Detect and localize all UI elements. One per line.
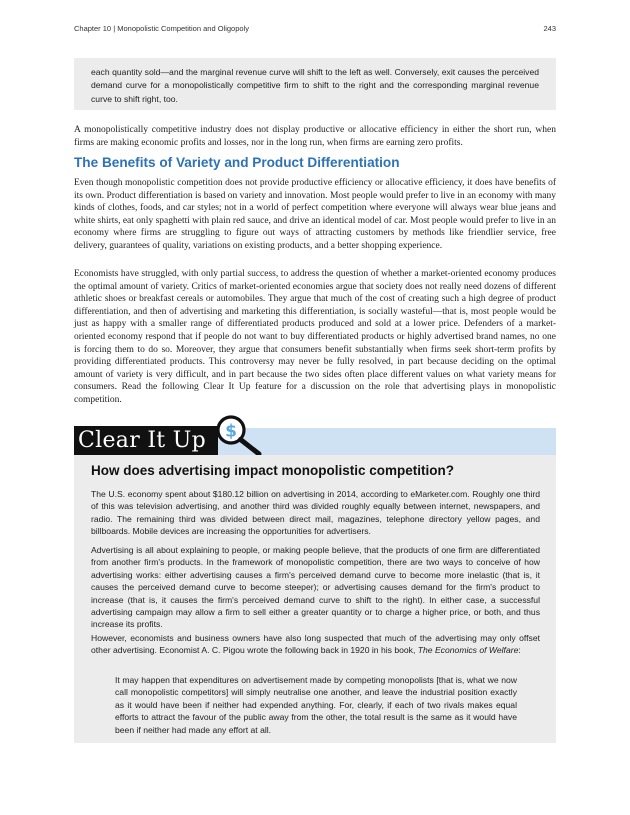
body-paragraph-optimal-variety: Economists have struggled, with only partial success, to address the question of whether a market-oriented economy produces the optimal amount of variety. Critics of market-oriented economies argue that society does not really need dozens of different athletic shoes or breakfast cereals or automobiles. They argue that much of the cost of creating such a high degree of product differentiation, and then of advertising and marketing this differentiation, is socially wasteful—that is, most people would be just as happy with a smaller range of differentiated products produced and sold at a lower price. Defenders of a market-oriented economy respond that if people do not want to buy differentiated products or highly advertised brand names, no one is forcing them to do so. Moreover, they argue that consumers benefit substantially when firms seek short-term profits by providing differentiated products. This controversy may never be fully resolved, in part because deciding on the optimal amount of variety is very difficult, and in part because the two sides often place different values on what variety means for consumers. Read the following Clear It Up feature for a discussion on the role that advertising plays in monopolistic competition.	[74, 269, 556, 405]
pigou-intro-text: However, economists and business owners have also long suspected that much of the advertising may only offset other advertising. Economist A. C. Pigou wrote the following back in 1920 in his book,	[91, 633, 540, 656]
book-title: The Economics of Welfare	[417, 645, 519, 656]
pigou-intro-paragraph	[91, 632, 540, 657]
body-paragraph-variety: Even though monopolistic competition does not provide productive efficiency or allocative efficiency, it does have benefits of its own. Product differentiation is based on variety and innovation. Most people would prefer to live in an economy with many kinds of clothes, foods, and car styles; not in a world of perfect competition where everyone will always wear blue jeans and white shirts, eat only spaghetti with plain red sauce, and drive an identical model of car. Most people would prefer to live in an economy where firms are struggling to figure out ways of attracting customers by methods like friendlier service, free delivery, guarantees of quality, variations on existing products, and a better shopping experience.	[74, 178, 556, 251]
intro-paragraph: A monopolistically competitive industry does not display productive or allocative efficiency in either the short run, when firms are making economic profits and losses, nor in the long run, when firms are earning zero profits.	[74, 125, 556, 148]
chapter-title: Chapter 10 | Monopolistic Competition and Oligopoly	[74, 24, 249, 33]
continued-note-box	[74, 58, 556, 110]
page-header	[74, 24, 556, 36]
continued-note-text: each quantity sold—and the marginal revenue curve will shift to the left as well. Conversely, exit causes the perceived demand curve for a monopolistically competitive firm to shift to the right and the corresponding marginal revenue curve to shift right, too.	[91, 67, 539, 104]
advertising-purpose-paragraph: Advertising is all about explaining to people, or making people believe, that the products of one firm are differentiated from another firm's products. In the framework of monopolistic competition, there are two ways to conceive of how advertising works: either advertising causes a firm's perceived demand curve to become more inelastic (that is, it causes the perceived demand curve to become steeper); or advertising causes demand for the firm's product to increase (that is, it causes the firm's perceived demand curve to shift to the right). In either case, a successful advertising campaign may allow a firm to sell either a greater quantity or to charge a higher price, or both, and thus increase its profits.	[91, 545, 540, 630]
page-number: 243	[543, 24, 556, 33]
clear-it-up-label: Clear It Up	[74, 426, 218, 455]
clear-it-up-question: How does advertising impact monopolistic competition?	[91, 463, 455, 478]
section-heading: The Benefits of Variety and Product Differentiation	[74, 155, 400, 170]
magnifier-dollar-icon	[212, 413, 264, 459]
pigou-quote: It may happen that expenditures on advertisement made by competing monopolists [that is, what we now call monopolistic competitors] will simply neutralise one another, and leave the industrial position exactly as it would have been if neither had expended anything. For, clearly, if each of two rivals makes equal efforts to attract the favour of the public away from the other, the total result is the same as it would have been if neither had made any effort at all.	[115, 675, 517, 735]
svg-text:$: $	[225, 421, 237, 442]
advertising-spend-paragraph: The U.S. economy spent about $180.12 billion on advertising in 2014, according to eMarketer.com. Roughly one third of this was television advertising, and another third was divided roughly equally between internet, newspapers, and radio. The remaining third was divided between direct mail, magazines, telephone directory yellow pages, and billboards. Mobile devices are increasing the opportunities for advertisers.	[91, 489, 540, 537]
pigou-intro-end: :	[518, 645, 521, 656]
